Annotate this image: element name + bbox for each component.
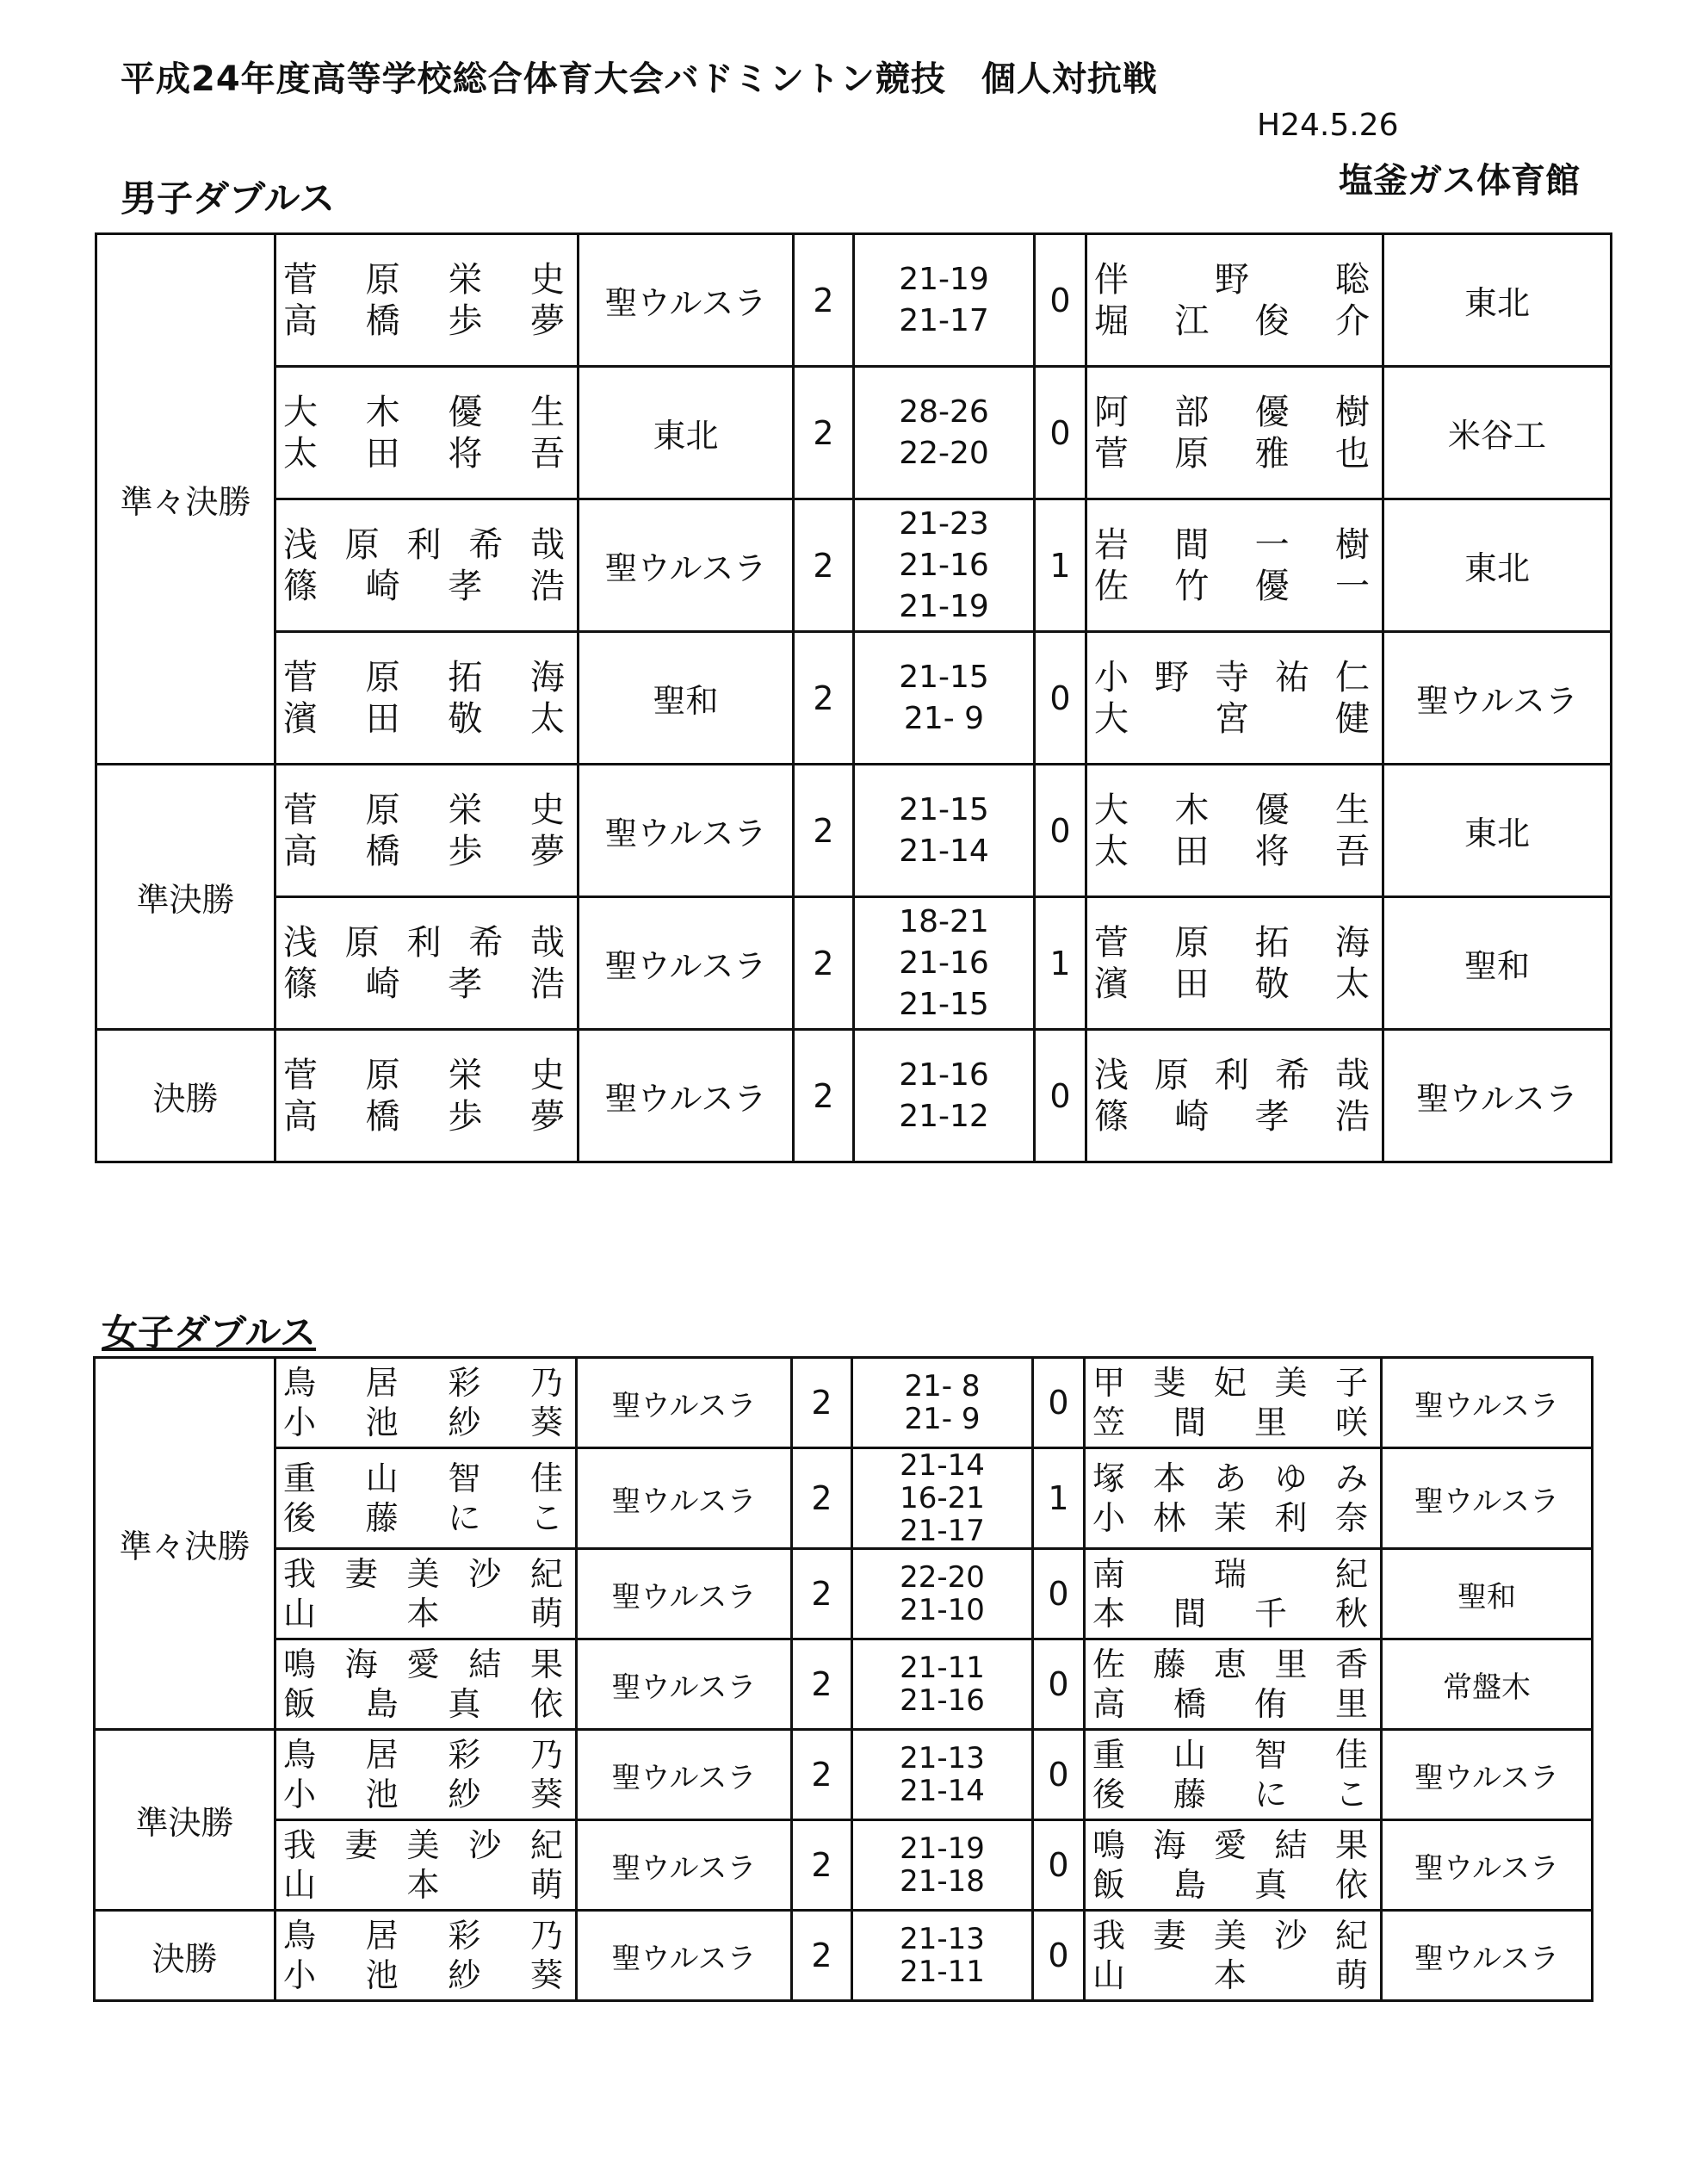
loser-games: 1	[1035, 897, 1086, 1030]
game-score: 21-19	[899, 588, 989, 624]
game-score: 21-17	[900, 1514, 985, 1548]
player-name: 阿部優樹	[1094, 392, 1375, 432]
event-date: H24.5.26	[1257, 108, 1399, 143]
winner-school: 聖ウルスラ	[577, 1358, 792, 1448]
player-name: 篠崎孝浩	[1094, 1096, 1375, 1137]
winner-games: 2	[794, 632, 854, 765]
loser-games: 0	[1035, 765, 1086, 897]
loser-pair	[1085, 1730, 1382, 1820]
game-score: 21- 9	[904, 1402, 981, 1436]
player-name: 塚本あゆみ	[1092, 1459, 1373, 1497]
loser-pair	[1085, 1639, 1382, 1730]
winner-games: 2	[794, 499, 854, 632]
game-scores	[852, 1911, 1033, 2001]
loser-games: 0	[1033, 1639, 1085, 1730]
match-row	[95, 1448, 1593, 1549]
game-score: 21-15	[899, 986, 989, 1022]
game-scores	[852, 1639, 1033, 1730]
loser-games: 0	[1035, 367, 1086, 499]
loser-games: 1	[1035, 499, 1086, 632]
men-doubles-heading: 男子ダブルス	[121, 177, 336, 220]
player-name: 佐藤恵里香	[1092, 1645, 1373, 1683]
player-name: 重山智佳	[1092, 1736, 1373, 1774]
player-name: 堀江俊介	[1094, 301, 1375, 341]
match-row	[95, 1639, 1593, 1730]
winner-pair	[275, 499, 579, 632]
player-name: 鳥居彩乃	[283, 1736, 568, 1774]
loser-games: 0	[1033, 1358, 1085, 1448]
round-label: 準々決勝	[95, 1358, 275, 1730]
player-name: 鳴海愛結果	[283, 1645, 568, 1683]
winner-pair	[275, 897, 579, 1030]
game-scores	[854, 234, 1035, 367]
game-score: 28-26	[899, 394, 989, 430]
game-score: 21-13	[900, 1922, 985, 1956]
game-score: 22-20	[900, 1560, 985, 1595]
round-label: 準決勝	[96, 765, 275, 1030]
game-scores	[854, 765, 1035, 897]
winner-school: 聖ウルスラ	[579, 765, 794, 897]
game-score: 21-16	[899, 945, 989, 981]
player-name: 後藤にこ	[283, 1499, 568, 1537]
game-score: 21-18	[900, 1864, 985, 1899]
game-scores	[854, 367, 1035, 499]
loser-school: 聖ウルスラ	[1383, 1030, 1612, 1162]
loser-games: 0	[1035, 234, 1086, 367]
loser-school: 東北	[1383, 499, 1612, 632]
game-score: 21- 8	[904, 1369, 981, 1404]
winner-school: 聖ウルスラ	[579, 897, 794, 1030]
winner-pair	[275, 1820, 577, 1911]
player-name: 高橋歩夢	[283, 301, 570, 341]
game-score: 21-14	[900, 1774, 985, 1808]
player-name: 高橋侑里	[1092, 1685, 1373, 1723]
player-name: 山本萌	[283, 1595, 568, 1633]
game-score: 21-11	[900, 1955, 985, 1989]
player-name: 小野寺祐仁	[1094, 657, 1375, 697]
game-score: 22-20	[899, 435, 989, 471]
player-name: 篠崎孝浩	[283, 566, 570, 606]
loser-pair	[1086, 499, 1383, 632]
winner-pair	[275, 1549, 577, 1639]
winner-school: 東北	[579, 367, 794, 499]
player-name: 鳴海愛結果	[1092, 1826, 1373, 1864]
winner-pair	[275, 1730, 577, 1820]
game-scores	[852, 1549, 1033, 1639]
loser-school: 米谷工	[1383, 367, 1612, 499]
loser-games: 0	[1033, 1730, 1085, 1820]
game-score: 21-16	[899, 1057, 989, 1093]
player-name: 浅原利希哉	[283, 922, 570, 963]
player-name: 笠間里咲	[1092, 1404, 1373, 1441]
loser-pair	[1086, 765, 1383, 897]
winner-games: 2	[794, 234, 854, 367]
game-scores	[854, 1030, 1035, 1162]
player-name: 岩間一樹	[1094, 524, 1375, 565]
player-name: 鳥居彩乃	[283, 1917, 568, 1955]
player-name: 小池紗葵	[283, 1404, 568, 1441]
player-name: 我妻美沙紀	[1092, 1917, 1373, 1955]
match-row	[96, 765, 1612, 897]
loser-games: 0	[1035, 632, 1086, 765]
loser-games: 0	[1033, 1549, 1085, 1639]
winner-games: 2	[794, 897, 854, 1030]
loser-pair	[1086, 367, 1383, 499]
game-score: 21-12	[899, 1098, 989, 1134]
game-score: 21-14	[899, 833, 989, 869]
loser-school: 聖和	[1383, 897, 1612, 1030]
winner-school: 聖ウルスラ	[577, 1820, 792, 1911]
round-label: 決勝	[96, 1030, 275, 1162]
player-name: 我妻美沙紀	[283, 1555, 568, 1593]
match-row	[96, 234, 1612, 367]
loser-school: 常盤木	[1382, 1639, 1593, 1730]
player-name: 山本萌	[1092, 1956, 1373, 1994]
match-row	[95, 1911, 1593, 2001]
player-name: 菅原拓海	[283, 657, 570, 697]
winner-games: 2	[792, 1448, 852, 1549]
player-name: 本間千秋	[1092, 1595, 1373, 1633]
game-score: 18-21	[899, 903, 989, 939]
loser-school: 東北	[1383, 765, 1612, 897]
loser-pair	[1086, 897, 1383, 1030]
match-row	[95, 1820, 1593, 1911]
loser-games: 0	[1033, 1911, 1085, 2001]
player-name: 大木優生	[1094, 790, 1375, 830]
winner-school: 聖ウルスラ	[577, 1549, 792, 1639]
game-scores	[854, 499, 1035, 632]
game-scores	[852, 1448, 1033, 1549]
winner-games: 2	[792, 1730, 852, 1820]
winner-games: 2	[794, 1030, 854, 1162]
player-name: 重山智佳	[283, 1459, 568, 1497]
player-name: 菅原拓海	[1094, 922, 1375, 963]
winner-school: 聖和	[579, 632, 794, 765]
winner-pair	[275, 1448, 577, 1549]
player-name: 大木優生	[283, 392, 570, 432]
game-scores	[852, 1730, 1033, 1820]
game-scores	[854, 897, 1035, 1030]
player-name: 小林茉利奈	[1092, 1499, 1373, 1537]
player-name: 浅原利希哉	[1094, 1055, 1375, 1095]
loser-school: 聖ウルスラ	[1382, 1820, 1593, 1911]
game-score: 21-11	[900, 1651, 985, 1685]
winner-pair	[275, 234, 579, 367]
loser-games: 0	[1033, 1820, 1085, 1911]
winner-pair	[275, 1358, 577, 1448]
winner-pair	[275, 632, 579, 765]
loser-school: 東北	[1383, 234, 1612, 367]
game-score: 21-15	[899, 659, 989, 695]
player-name: 太田将吾	[283, 433, 570, 474]
loser-school: 聖和	[1382, 1549, 1593, 1639]
loser-games: 1	[1033, 1448, 1085, 1549]
player-name: 佐竹優一	[1094, 566, 1375, 606]
player-name: 太田将吾	[1094, 831, 1375, 871]
loser-pair	[1086, 632, 1383, 765]
winner-pair	[275, 1911, 577, 2001]
loser-pair	[1085, 1911, 1382, 2001]
game-score: 21-19	[900, 1831, 985, 1866]
winner-pair	[275, 1030, 579, 1162]
winner-pair	[275, 765, 579, 897]
player-name: 伴野聡	[1094, 259, 1375, 300]
match-row	[95, 1358, 1593, 1448]
player-name: 後藤にこ	[1092, 1775, 1373, 1813]
game-scores	[852, 1820, 1033, 1911]
loser-school: 聖ウルスラ	[1383, 632, 1612, 765]
player-name: 濱田敬太	[283, 698, 570, 739]
game-score: 21-17	[899, 302, 989, 338]
player-name: 我妻美沙紀	[283, 1826, 568, 1864]
winner-games: 2	[794, 765, 854, 897]
loser-pair	[1086, 1030, 1383, 1162]
women-doubles-heading: 女子ダブルス	[102, 1311, 317, 1354]
winner-school: 聖ウルスラ	[577, 1639, 792, 1730]
player-name: 山本萌	[283, 1866, 568, 1904]
winner-games: 2	[792, 1911, 852, 2001]
loser-school: 聖ウルスラ	[1382, 1911, 1593, 2001]
game-score: 21- 9	[903, 700, 985, 736]
page-title: 平成24年度高等学校総合体育大会バドミントン競技 個人対抗戦	[121, 59, 1158, 99]
winner-school: 聖ウルスラ	[577, 1911, 792, 2001]
loser-pair	[1085, 1549, 1382, 1639]
event-venue: 塩釜ガス体育館	[1339, 161, 1580, 201]
player-name: 南瑞紀	[1092, 1555, 1373, 1593]
winner-games: 2	[794, 367, 854, 499]
women-doubles-table	[93, 1356, 1594, 2002]
round-label: 準々決勝	[96, 234, 275, 765]
match-row	[95, 1730, 1593, 1820]
winner-school: 聖ウルスラ	[579, 1030, 794, 1162]
winner-school: 聖ウルスラ	[579, 499, 794, 632]
player-name: 飯島真依	[283, 1685, 568, 1723]
round-label: 決勝	[95, 1911, 275, 2001]
player-name: 浅原利希哉	[283, 524, 570, 565]
player-name: 飯島真依	[1092, 1866, 1373, 1904]
player-name: 篠崎孝浩	[283, 964, 570, 1004]
match-row	[96, 499, 1612, 632]
player-name: 菅原雅也	[1094, 433, 1375, 474]
winner-games: 2	[792, 1358, 852, 1448]
match-row	[96, 367, 1612, 499]
player-name: 甲斐妃美子	[1092, 1364, 1373, 1402]
game-score: 21-14	[900, 1448, 985, 1483]
game-score: 21-13	[900, 1741, 985, 1775]
game-score: 21-16	[899, 547, 989, 583]
winner-pair	[275, 1639, 577, 1730]
men-doubles-table	[95, 232, 1612, 1163]
loser-school: 聖ウルスラ	[1382, 1730, 1593, 1820]
game-scores	[852, 1358, 1033, 1448]
game-score: 21-16	[900, 1683, 985, 1718]
winner-school: 聖ウルスラ	[577, 1448, 792, 1549]
loser-school: 聖ウルスラ	[1382, 1448, 1593, 1549]
loser-pair	[1085, 1820, 1382, 1911]
winner-school: 聖ウルスラ	[579, 234, 794, 367]
player-name: 菅原栄史	[283, 259, 570, 300]
game-score: 16-21	[900, 1481, 985, 1515]
game-score: 21-15	[899, 791, 989, 827]
game-score: 21-10	[900, 1593, 985, 1627]
player-name: 菅原栄史	[283, 1055, 570, 1095]
game-scores	[854, 632, 1035, 765]
player-name: 高橋歩夢	[283, 1096, 570, 1137]
player-name: 大宮健	[1094, 698, 1375, 739]
match-row	[95, 1549, 1593, 1639]
round-label: 準決勝	[95, 1730, 275, 1911]
winner-pair	[275, 367, 579, 499]
match-row	[96, 897, 1612, 1030]
loser-pair	[1085, 1358, 1382, 1448]
loser-pair	[1086, 234, 1383, 367]
loser-pair	[1085, 1448, 1382, 1549]
player-name: 濱田敬太	[1094, 964, 1375, 1004]
match-row	[96, 632, 1612, 765]
player-name: 高橋歩夢	[283, 831, 570, 871]
loser-games: 0	[1035, 1030, 1086, 1162]
player-name: 小池紗葵	[283, 1775, 568, 1813]
game-score: 21-23	[899, 505, 989, 542]
winner-games: 2	[792, 1820, 852, 1911]
winner-games: 2	[792, 1549, 852, 1639]
player-name: 菅原栄史	[283, 790, 570, 830]
loser-school: 聖ウルスラ	[1382, 1358, 1593, 1448]
match-row	[96, 1030, 1612, 1162]
game-score: 21-19	[899, 261, 989, 297]
winner-games: 2	[792, 1639, 852, 1730]
player-name: 鳥居彩乃	[283, 1364, 568, 1402]
player-name: 小池紗葵	[283, 1956, 568, 1994]
winner-school: 聖ウルスラ	[577, 1730, 792, 1820]
